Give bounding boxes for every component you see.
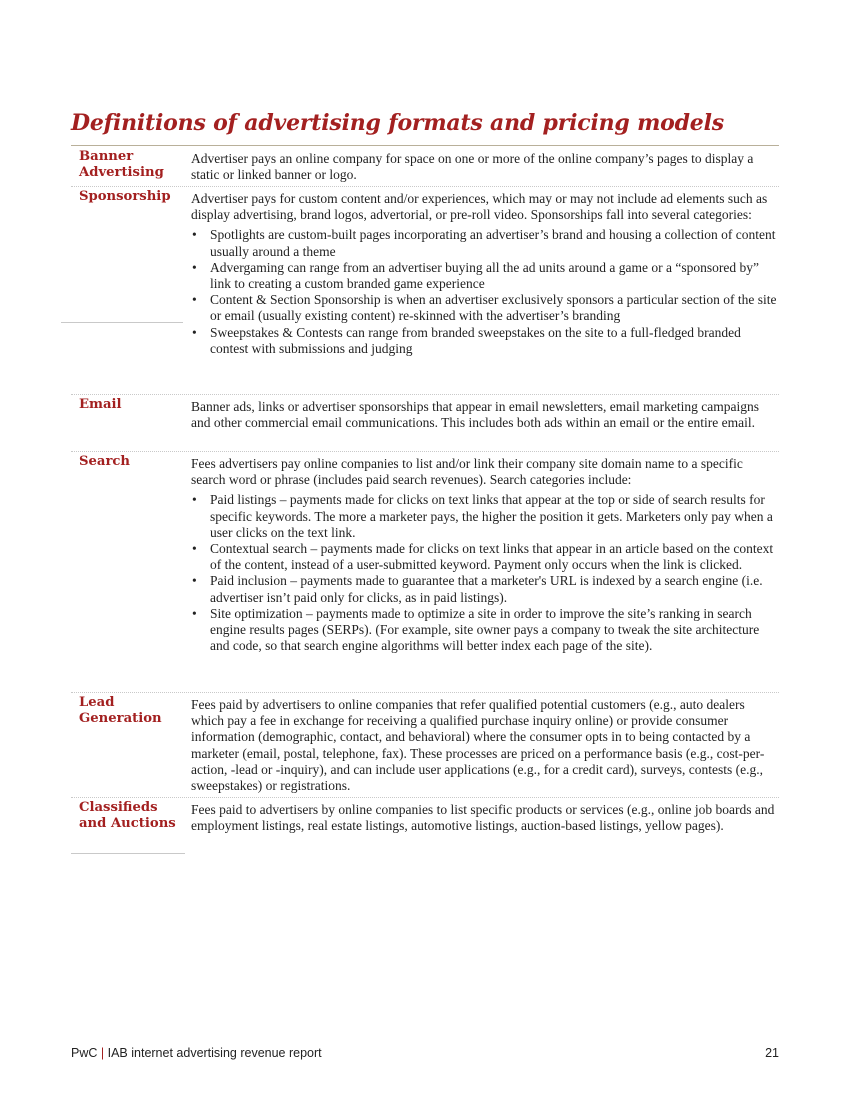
definition-row-classifieds-auctions xyxy=(71,798,779,854)
list-item: • Paid inclusion – payments made to guarantee that a marketer's URL is indexed by a search engine (i.e. advertiser isn’t paid only for clicks, as in paid listings). xyxy=(210,573,779,605)
page-footer xyxy=(71,1046,779,1060)
definition-text: Advertiser pays an online company for space on one or more of the online company’s pages to display a static or linked banner or logo. xyxy=(191,151,754,183)
list-item: • Spotlights are custom-built pages incorporating an advertiser’s brand and housing a collection of content usually around a theme xyxy=(210,227,779,259)
title-divider xyxy=(71,145,779,146)
definition-row-search xyxy=(71,452,779,693)
definition-sponsorship xyxy=(183,187,779,394)
definition-lead-generation xyxy=(183,693,779,797)
definition-classifieds-auctions xyxy=(183,798,779,854)
page-number: 21 xyxy=(765,1046,779,1060)
definition-text: Fees paid to advertisers by online companies to list specific products or services (e.g., online job boards and employment listings, real estate listings, automotive listings, auction-based listings, yellow pages). xyxy=(191,802,775,834)
list-item: • Site optimization – payments made to optimize a site in order to improve the site’s ranking in search engine results pages (SERPs). (For example, site owner pays a company to tweak the site architecture and code, so that search engine algorithms will better index each page of the site). xyxy=(210,606,779,655)
term-classifieds-auctions: Classifieds and Auctions xyxy=(79,800,176,831)
footer-separator: | xyxy=(100,1046,105,1060)
term-column-divider xyxy=(71,853,185,854)
definition-banner-advertising xyxy=(183,147,779,186)
term-sponsorship: Sponsorship xyxy=(79,189,171,204)
footer-brand: PwC xyxy=(71,1046,98,1060)
page-title: Definitions of advertising formats and pricing models xyxy=(71,110,724,136)
definition-email xyxy=(183,395,779,451)
list-item: • Content & Section Sponsorship is when an advertiser exclusively sponsors a particular section of the site or email (usually existing content) re-skinned with the advertiser’s branding xyxy=(210,292,779,324)
term-search: Search xyxy=(79,454,131,469)
search-category-list xyxy=(191,492,779,654)
definition-search xyxy=(183,452,779,692)
definition-text: Fees advertisers pay online companies to list and/or link their company site domain name to a specific search word or phrase (includes paid search revenues). Search categories include: xyxy=(191,456,743,488)
list-item: • Contextual search – payments made for clicks on text links that appear in an article based on the context of the content, instead of a user-submitted keyword. Payment only occurs when the link is clicked. xyxy=(210,541,779,573)
term-banner-advertising: Banner Advertising xyxy=(79,149,164,180)
definition-text: Fees paid by advertisers to online companies that refer qualified potential customers (e.g., auto dealers which pay a fee in exchange for receiving a qualified purchase inquiry online) or provide consumer information (demographic, contact, and behavioral) where the consumer opts in to being contacted by a marketer (email, postal, telephone, fax). These processes are priced on a performance basis (e.g., cost-per-action, -lead or -inquiry), and can include user applications (e.g., for a credit card), surveys, contests (e.g., sweepstakes) or registrations. xyxy=(191,697,765,794)
term-column-divider xyxy=(61,322,183,323)
definition-row-lead-generation xyxy=(71,693,779,798)
definitions-table xyxy=(71,147,779,854)
definition-text: Banner ads, links or advertiser sponsorships that appear in email newsletters, email marketing campaigns and other commercial email communications. This includes both ads within an email or the entire email. xyxy=(191,399,759,431)
definition-row-banner-advertising xyxy=(71,147,779,187)
sponsorship-category-list xyxy=(191,227,779,357)
list-item: • Sweepstakes & Contests can range from branded sweepstakes on the site to a full-fledged branded contest with submissions and judging xyxy=(210,325,779,357)
term-email: Email xyxy=(79,397,122,412)
list-item: • Paid listings – payments made for clicks on text links that appear at the top or side of search results for specific keywords. The more a marketer pays, the higher the position it gets. Marketers only pay when a user clicks on the text link. xyxy=(210,492,779,541)
definition-text: Advertiser pays for custom content and/or experiences, which may or may not include ad elements such as display advertising, brand logos, advertorial, or pre-roll video. Sponsorships fall into several categories: xyxy=(191,191,768,223)
list-item: • Advergaming can range from an advertiser buying all the ad units around a game or a “sponsored by” link to creating a custom branded game experience xyxy=(210,260,779,292)
definition-row-email xyxy=(71,395,779,452)
definition-row-sponsorship xyxy=(71,187,779,395)
term-lead-generation: Lead Generation xyxy=(79,695,162,726)
footer-report-title: IAB internet advertising revenue report xyxy=(107,1046,322,1060)
